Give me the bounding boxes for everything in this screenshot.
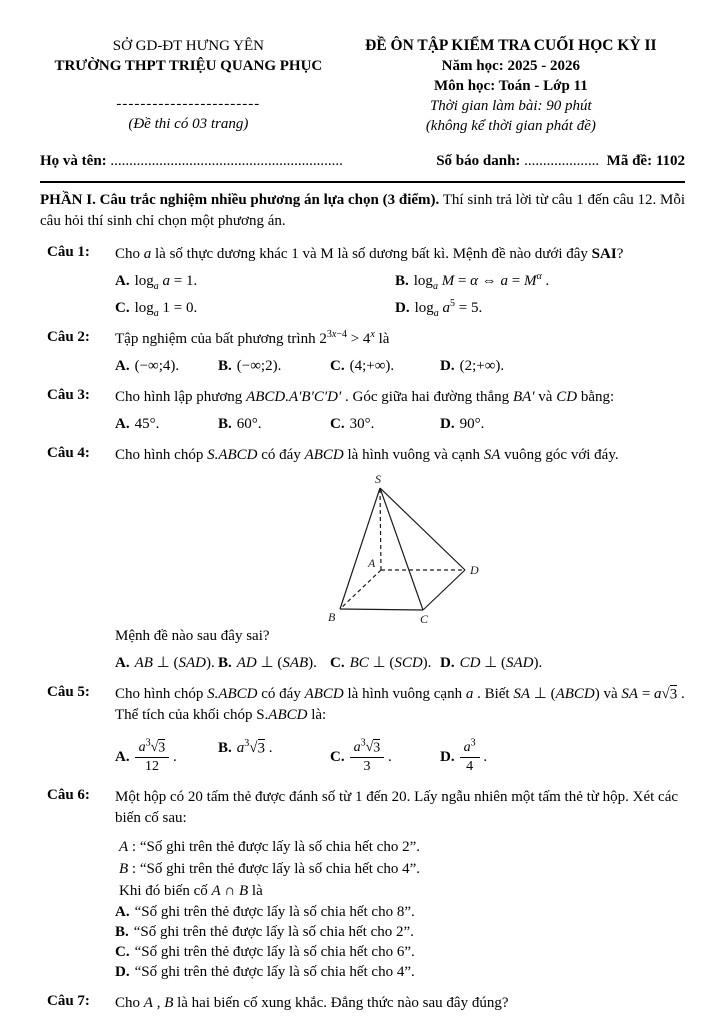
option-letter: D. — [440, 655, 455, 671]
part1-title: PHẦN I. Câu trắc nghiệm nhiều phương án lựa chọn (3 điểm). — [40, 192, 440, 208]
question-body — [115, 787, 685, 981]
header-left — [40, 36, 337, 136]
option-a — [115, 273, 395, 290]
question-4 — [40, 445, 685, 672]
option-letter: D. — [440, 416, 455, 432]
time-note: (không kể thời gian phát đề) — [425, 118, 596, 134]
question-1 — [40, 244, 685, 317]
options — [115, 416, 685, 433]
option-a — [115, 653, 218, 672]
option-value: $\log_a a^5 = 5$. — [414, 298, 483, 319]
school-year: Năm học: 2025 - 2026 — [441, 58, 580, 74]
option-letter: C. — [330, 416, 345, 432]
question-subtext: Mệnh đề nào sau đây sai? — [115, 628, 270, 644]
time-limit: Thời gian làm bài: 90 phút — [429, 98, 592, 114]
option-value: (−∞;4). — [134, 358, 180, 374]
event-question: Khi đó biến cố A ∩ B là — [119, 883, 263, 900]
event-b: B : “Số ghi trên thẻ được lấy là số chia hết cho 4”. — [119, 861, 420, 878]
exam-title: ĐỀ ÔN TẬP KIỂM TRA CUỐI HỌC KỲ II — [365, 37, 657, 54]
question-text: Tập nghiệm của bất phương trình $2^{3x-4} > 4^x$ là — [115, 329, 390, 347]
option-b — [218, 416, 330, 433]
question-body — [115, 244, 685, 317]
part1-heading — [40, 190, 685, 232]
option-letter: C. — [330, 358, 345, 374]
event-a: A : “Số ghi trên thẻ được lấy là số chia hết cho 2”. — [119, 839, 420, 856]
option-letter: B. — [218, 740, 232, 756]
option-b — [218, 358, 330, 375]
header — [40, 36, 685, 136]
option-value: 90°. — [459, 416, 485, 432]
option-letter: D. — [440, 749, 455, 766]
question-number: Câu 1: — [47, 244, 90, 260]
question-body — [115, 684, 685, 775]
option-letter: A. — [115, 904, 130, 921]
question-body — [115, 387, 685, 433]
question-text: Cho hình lập phương ABCD.A′B′C′D′ . Góc giữa hai đường thẳng BA′ và CD bằng: — [115, 389, 615, 405]
option-value: $\frac{a^3√3}{12}$ . — [135, 749, 177, 765]
question-7 — [40, 993, 685, 1014]
option-letter: A. — [115, 273, 130, 289]
option-value: $\log_a a = 1$. — [134, 273, 198, 292]
question-body — [115, 445, 685, 672]
option-value: AB ⊥ (SAD). — [134, 655, 215, 671]
option-c — [330, 737, 440, 775]
option-d — [440, 737, 685, 775]
subject-line: Môn học: Toán - Lớp 11 — [433, 78, 588, 94]
option-a — [115, 416, 218, 433]
question-6 — [40, 787, 685, 981]
option-letter: D. — [395, 300, 410, 316]
page-count-note: (Đề thi có 03 trang) — [128, 116, 249, 132]
question-number: Câu 5: — [47, 684, 90, 700]
question-text: Cho hình chóp S.ABCD có đáy ABCD là hình vuông cạnh a . Biết SA ⊥ (ABCD) và SA = a√3 . Thể tích của khối chóp S.ABCD là: — [115, 686, 685, 723]
option-letter: B. — [115, 924, 129, 941]
option-letter: B. — [218, 416, 232, 432]
question-number: Câu 4: — [47, 445, 90, 461]
option-value: 45°. — [134, 416, 160, 432]
question-number: Câu 6: — [47, 787, 90, 804]
option-c — [330, 358, 440, 375]
option-value: CD ⊥ (SAD). — [459, 655, 543, 671]
exam-code: Mã đề: 1102 — [606, 153, 685, 169]
option-a — [115, 737, 218, 775]
candidate-row — [40, 153, 685, 170]
options — [115, 273, 685, 317]
question-5 — [40, 684, 685, 775]
question-text: Cho hình chóp S.ABCD có đáy ABCD là hình vuông và cạnh SA vuông góc với đáy. — [115, 447, 619, 463]
option-value: $\log_a M = \alpha$ ⇔ $a = M^\alpha$ . — [413, 271, 550, 292]
option-b — [218, 653, 330, 672]
option-value: (2;+∞). — [459, 358, 505, 374]
option-letter: A. — [115, 749, 130, 766]
department-name: SỞ GD-ĐT HƯNG YÊN — [112, 38, 264, 54]
header-divider-dashes: ------------------------ — [116, 96, 261, 112]
option-value: (4;+∞). — [349, 358, 395, 374]
option-value: BC ⊥ (SCD). — [349, 655, 432, 671]
question-body — [115, 329, 685, 375]
option-a — [115, 904, 685, 921]
question-text: Một hộp có 20 tấm thẻ được đánh số từ 1 đến 20. Lấy ngẫu nhiên một tấm thẻ từ hộp. Xét các biến cố sau: — [115, 789, 679, 827]
option-letter: C. — [115, 300, 130, 316]
part1-desc: Thí sinh trả lời từ câu 1 đến câu 12. Mỗi câu hỏi thí sinh chỉ chọn một phương án. — [40, 192, 686, 229]
question-text: Cho A , B là hai biến cố xung khắc. Đẳng thức nào sau đây đúng? — [115, 995, 509, 1012]
option-letter: C. — [115, 944, 130, 961]
option-c — [115, 944, 685, 961]
vertex-label-c: C — [420, 612, 429, 624]
option-value: $\frac{a^3}{4}$ . — [460, 749, 488, 765]
option-d — [440, 358, 685, 375]
vertex-label-d: D — [470, 563, 479, 577]
vertex-label-a: A — [368, 556, 376, 570]
option-d — [395, 300, 685, 317]
option-value: “Số ghi trên thẻ được lấy là số chia hết cho 6”. — [134, 944, 415, 961]
option-letter: A. — [115, 358, 130, 374]
option-d — [440, 653, 685, 672]
full-name-field — [40, 153, 343, 170]
option-b — [115, 924, 685, 941]
candidate-number-dots: .................... — [524, 153, 600, 169]
horizontal-rule — [40, 181, 685, 183]
question-body — [115, 993, 685, 1014]
option-letter: B. — [395, 273, 409, 289]
pyramid-figure — [320, 472, 495, 624]
option-b — [395, 273, 685, 290]
options — [115, 653, 685, 672]
question-text: Cho a là số thực dương khác 1 và M là số dương bất kì. Mệnh đề nào dưới đây SAI? — [115, 246, 624, 262]
option-letter: C. — [330, 655, 345, 671]
options — [115, 358, 685, 375]
option-letter: D. — [115, 964, 130, 981]
option-letter: A. — [115, 416, 130, 432]
full-name-label: Họ và tên: — [40, 153, 107, 169]
vertex-label-b: B — [328, 610, 336, 624]
candidate-number-label: Số báo danh: — [436, 153, 521, 169]
option-value: “Số ghi trên thẻ được lấy là số chia hết cho 4”. — [134, 964, 415, 981]
candidate-number-field — [436, 153, 685, 170]
option-value: $a^3√3$ . — [236, 738, 273, 756]
option-b — [218, 740, 330, 775]
school-name: TRƯỜNG THPT TRIỆU QUANG PHỤC — [54, 58, 323, 74]
option-value: “Số ghi trên thẻ được lấy là số chia hết cho 8”. — [134, 904, 415, 921]
option-value: 60°. — [236, 416, 262, 432]
option-value: 30°. — [349, 416, 375, 432]
option-value: “Số ghi trên thẻ được lấy là số chia hết cho 2”. — [133, 924, 414, 941]
option-c — [330, 416, 440, 433]
option-letter: C. — [330, 749, 345, 766]
event-definitions — [115, 836, 685, 902]
option-d — [115, 964, 685, 981]
option-value: (−∞;2). — [236, 358, 282, 374]
question-2 — [40, 329, 685, 375]
option-value: $\log_a 1 = 0$. — [134, 300, 198, 319]
option-value: AD ⊥ (SAB). — [236, 655, 317, 671]
option-letter: B. — [218, 655, 232, 671]
question-number: Câu 3: — [47, 387, 90, 403]
vertex-label-s: S — [375, 472, 381, 486]
option-letter: D. — [440, 358, 455, 374]
option-c — [115, 300, 395, 317]
options — [115, 734, 685, 775]
question-number: Câu 2: — [47, 329, 90, 345]
option-a — [115, 358, 218, 375]
question-3 — [40, 387, 685, 433]
header-right — [337, 36, 685, 136]
option-d — [440, 416, 685, 433]
full-name-dots: .............................................................. — [110, 153, 343, 169]
options — [115, 904, 685, 981]
option-letter: B. — [218, 358, 232, 374]
question-number: Câu 7: — [47, 993, 90, 1010]
option-c — [330, 653, 440, 672]
option-letter: A. — [115, 655, 130, 671]
option-value: $\frac{a^3√3}{3}$ . — [350, 749, 392, 765]
